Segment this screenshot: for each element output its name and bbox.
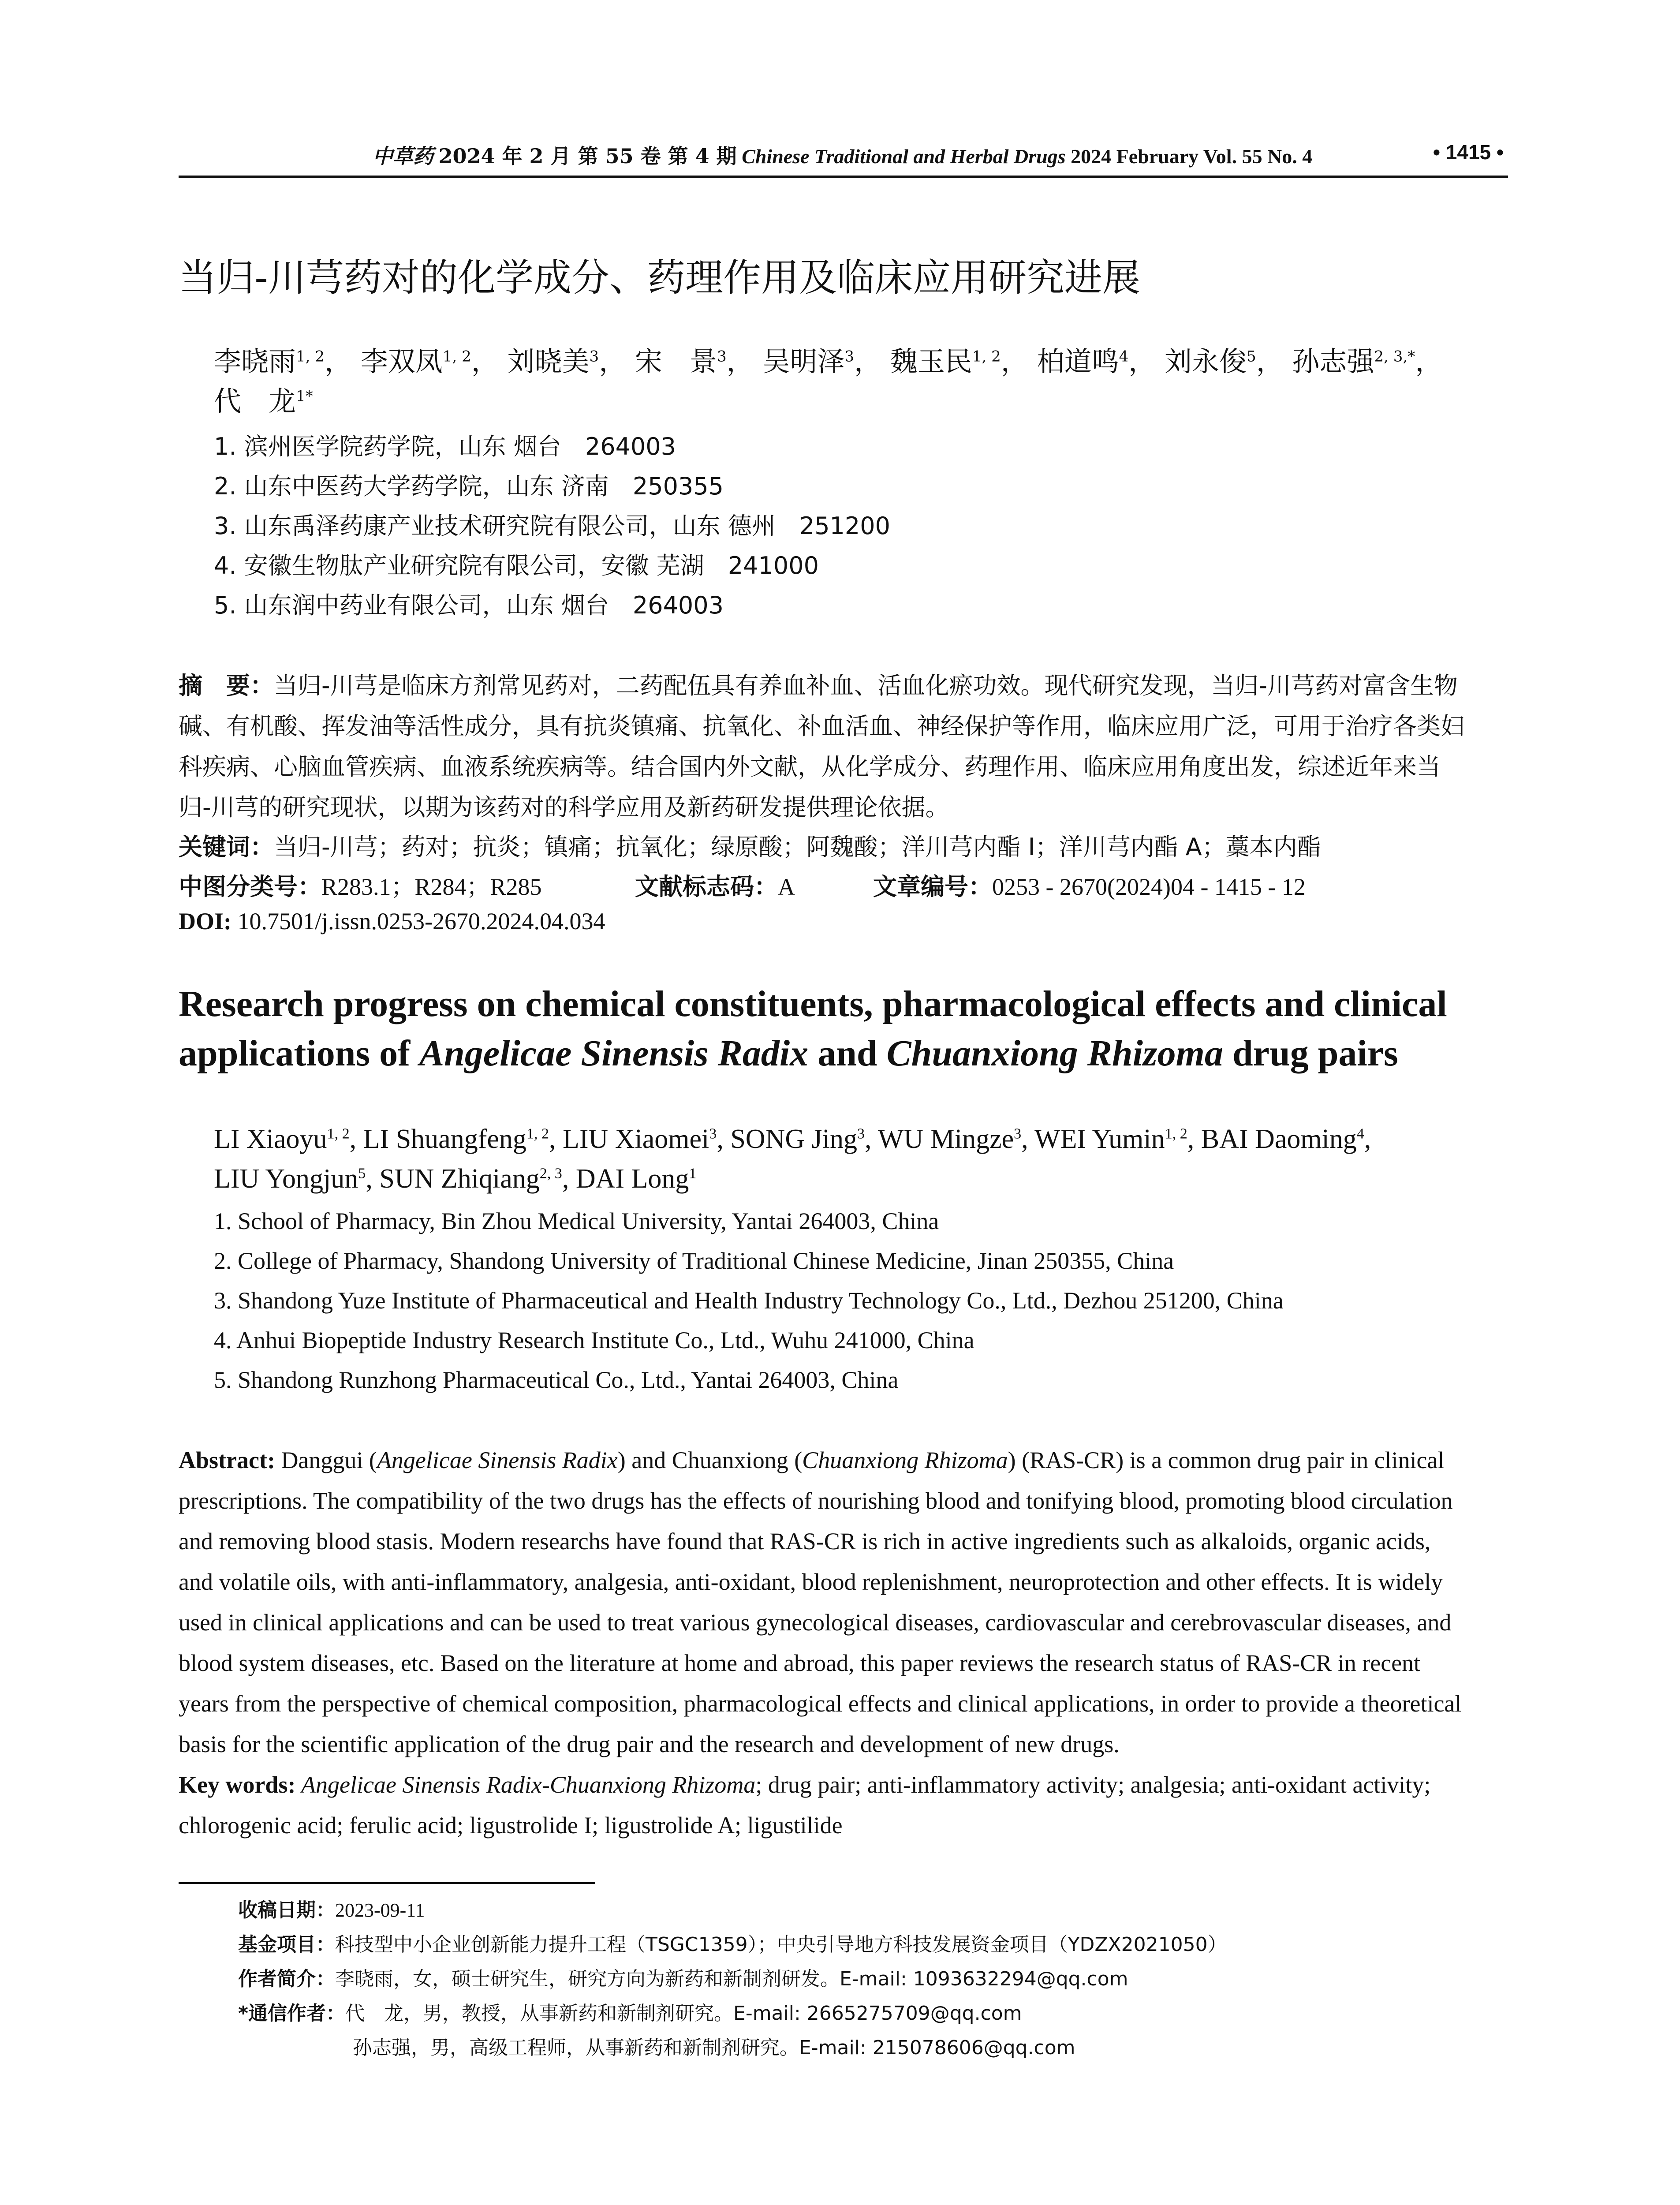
- author-affil: 1, 2: [442, 348, 471, 366]
- article-number-value: 0253 - 2670(2024)04 - 1415 - 12: [992, 874, 1306, 900]
- header-journal-en: Chinese Traditional and Herbal Drugs: [742, 145, 1066, 168]
- article-number-label: 文章编号：: [873, 873, 992, 901]
- affiliation-cn: 1. 滨州医学院药学院，山东 烟台 264003: [214, 433, 676, 460]
- footnote-author-bio: [238, 1963, 1128, 1991]
- author-affil: 5: [358, 1165, 366, 1182]
- author-cn: 宋 景: [635, 345, 717, 377]
- page-number: • 1415 •: [1433, 141, 1504, 164]
- keywords-cn-label: 关键词：: [179, 833, 274, 861]
- keywords-en-label: Key words:: [179, 1771, 296, 1798]
- author-en: WU Mingze: [877, 1124, 1014, 1154]
- author-en: SONG Jing: [730, 1124, 857, 1154]
- author-affil: 1, 2: [296, 348, 325, 366]
- author-affil: 4: [1356, 1125, 1364, 1142]
- author-en: SUN Zhiqiang: [379, 1164, 540, 1194]
- affiliation-cn: 2. 山东中医药大学药学院，山东 济南 250355: [214, 472, 724, 500]
- doi-line: [179, 908, 1508, 935]
- affiliation-en: 2. College of Pharmacy, Shandong University of Traditional Chinese Medicine, Jinan 250355, China: [214, 1248, 1174, 1274]
- abstract-en-line: prescriptions. The compatibility of the two drugs has the effects of nourishing blood and tonifying blood, promoting blood circulation: [179, 1487, 1453, 1514]
- title-en-line-2: [179, 1032, 1508, 1075]
- author-affil: 3: [717, 348, 727, 366]
- title-en-latin-name: Angelicae Sinensis Radix: [419, 1033, 809, 1074]
- title-cn: 当归-川芎药对的化学成分、药理作用及临床应用研究进展: [179, 256, 1141, 300]
- author-affil: 3: [589, 348, 599, 366]
- header-journal-info: [373, 140, 1312, 169]
- author-en: WEI Yumin: [1034, 1124, 1165, 1154]
- author-affil: 2, 3: [539, 1165, 562, 1182]
- author-affil: 1, 2: [972, 348, 1001, 366]
- article-number: [873, 868, 1306, 902]
- author-affil: 1, 2: [526, 1125, 549, 1142]
- author-cn: 代 龙: [214, 385, 296, 417]
- author-affil: 3: [857, 1125, 865, 1142]
- footnote-rule: [179, 1882, 595, 1884]
- author-en: LI Shuangfeng: [363, 1124, 526, 1154]
- author-affil: 3: [709, 1125, 717, 1142]
- abstract-en-latin: Chuanxiong Rhizoma: [802, 1447, 1008, 1473]
- footnote-text: 李晓雨，女，硕士研究生，研究方向为新药和新制剂研发。E-mail: 1093632294@qq.com: [335, 1968, 1128, 1990]
- abstract-en-label: Abstract:: [179, 1447, 275, 1473]
- header-rule: [179, 176, 1508, 178]
- affiliation-en: 4. Anhui Biopeptide Industry Research Institute Co., Ltd., Wuhu 241000, China: [214, 1327, 974, 1353]
- affiliation-cn: 3. 山东禹泽药康产业技术研究院有限公司，山东 德州 251200: [214, 512, 890, 540]
- running-header: [179, 140, 1508, 171]
- abstract-cn-line: 归-川芎的研究现状，以期为该药对的科学应用及新药研发提供理论依据。: [179, 793, 949, 821]
- authors-en-line-1: LI Xiaoyu$^{1, 2}$, LI Shuangfeng$^{1, 2}$, LIU Xiaomei$^3$, SONG Jing$^3$, WU Mingze$^3$, WEI Yumin$^{1, 2}$, BAI Daoming$^4$,: [214, 1124, 1371, 1154]
- footnote-label: 作者简介：: [238, 1968, 335, 1990]
- author-cn: 刘晓美: [507, 345, 590, 377]
- doc-code: [635, 868, 795, 902]
- author-en: LIU Xiaomei: [562, 1124, 709, 1154]
- footnote-text: 科技型中小企业创新能力提升工程（TSGC1359）；中央引导地方科技发展资金项目（YDZX2021050）: [335, 1933, 1227, 1956]
- author-cn: 李双凤: [360, 345, 443, 377]
- affiliation-en: 3. Shandong Yuze Institute of Pharmaceutical and Health Industry Technology Co., Ltd., Dezhou 251200, China: [214, 1287, 1284, 1314]
- author-affil: 4: [1119, 348, 1129, 366]
- abstract-en-line: basis for the scientific application of the drug pair and the research and development of new drugs.: [179, 1731, 1120, 1757]
- doi-label: DOI:: [179, 908, 231, 934]
- title-en-text: drug pairs: [1223, 1033, 1398, 1074]
- affiliation-cn: 4. 安徽生物肽产业研究院有限公司，安徽 芜湖 241000: [214, 552, 819, 579]
- footnote-label: 收稿日期：: [238, 1899, 335, 1921]
- footnote-label: *通信作者：: [238, 2002, 346, 2025]
- author-cn: 刘永俊: [1164, 345, 1247, 377]
- abstract-cn-line: [179, 667, 1508, 701]
- author-cn: 柏道鸣: [1037, 345, 1119, 377]
- abstract-cn-line: 科疾病、心脑血管疾病、血液系统疾病等。结合国内外文献，从化学成分、药理作用、临床应用角度出发，综述近年来当: [179, 753, 1441, 781]
- abstract-en-line: blood system diseases, etc. Based on the literature at home and abroad, this paper reviews the research status of RAS-CR in recent: [179, 1650, 1421, 1676]
- author-affil: 5: [1247, 348, 1256, 366]
- clc-label: 中图分类号：: [179, 873, 321, 901]
- author-en: BAI Daoming: [1201, 1124, 1357, 1154]
- keywords-en-line-2: chlorogenic acid; ferulic acid; ligustrolide I; ligustrolide A; ligustilide: [179, 1812, 843, 1839]
- title-en-text: and: [808, 1033, 887, 1074]
- abstract-en-line: and volatile oils, with anti-inflammatory, analgesia, anti-oxidant, blood replenishment, neuroprotection and other effects. It is widely: [179, 1569, 1443, 1595]
- title-en-line-1: Research progress on chemical constituents, pharmacological effects and clinical: [179, 983, 1447, 1024]
- footnote-corresponding: [238, 1997, 1022, 2026]
- author-cn: 魏玉民: [890, 345, 972, 377]
- doc-code-label: 文献标志码：: [635, 873, 778, 901]
- doc-code-value: A: [778, 874, 795, 900]
- authors-en-line-2: LIU Yongjun$^5$, SUN Zhiqiang$^{2, 3}$, DAI Long$^1$: [214, 1164, 697, 1194]
- author-affil: 1, 2: [1165, 1125, 1187, 1142]
- abstract-en-latin: Angelicae Sinensis Radix: [377, 1447, 618, 1473]
- abstract-en-line: [179, 1446, 1508, 1474]
- footnote-text: 2023-09-11: [335, 1899, 425, 1921]
- author-en: DAI Long: [575, 1164, 689, 1194]
- keywords-en-text: ; drug pair; anti-inflammatory activity; analgesia; anti-oxidant activity;: [755, 1771, 1431, 1798]
- footnote-fund: [238, 1928, 1227, 1957]
- abstract-en-line: and removing blood stasis. Modern researchs have found that RAS-CR is rich in active ingredients such as alkaloids, organic acids,: [179, 1528, 1431, 1555]
- footnote-received: [238, 1894, 425, 1922]
- author-en: LI Xiaoyu: [214, 1124, 327, 1154]
- abstract-en-line: years from the perspective of chemical composition, pharmacological effects and clinical applications, in order to provide a theoretical: [179, 1690, 1462, 1717]
- abstract-cn-text: 当归-川芎是临床方剂常见药对，二药配伍具有养血补血、活血化瘀功效。现代研究发现，当归-川芎药对富含生物: [274, 672, 1458, 699]
- author-en: LIU Yongjun: [214, 1164, 358, 1194]
- author-affil: 3: [844, 348, 855, 366]
- abstract-en-text: ) and Chuanxiong (: [617, 1447, 803, 1473]
- footnote-corresponding-2: 孙志强，男，高级工程师，从事新药和新制剂研究。E-mail: 215078606@qq.com: [353, 2037, 1075, 2059]
- header-date-en: 2024 February Vol. 55 No. 4: [1071, 145, 1313, 168]
- abstract-cn-line: 碱、有机酸、挥发油等活性成分，具有抗炎镇痛、抗氧化、补血活血、神经保护等作用，临床应用广泛，可用于治疗各类妇: [179, 712, 1464, 740]
- keywords-cn-text: 当归-川芎；药对；抗炎；镇痛；抗氧化；绿原酸；阿魏酸；洋川芎内酯 I；洋川芎内酯 A；藁本内酯: [274, 833, 1321, 861]
- title-en-text: applications of: [179, 1033, 420, 1074]
- author-affil: 2, 3,*: [1374, 348, 1415, 366]
- abstract-en-text: ) (RAS-CR) is a common drug pair in clinical: [1008, 1447, 1445, 1473]
- footnote-label: 基金项目：: [238, 1933, 335, 1956]
- affiliation-cn: 5. 山东润中药业有限公司，山东 烟台 264003: [214, 591, 724, 619]
- keywords-en-line-1: [179, 1771, 1508, 1798]
- classification-line: [179, 868, 1508, 902]
- author-affil: 1, 2: [327, 1125, 350, 1142]
- clc-value: R283.1；R284；R285: [321, 874, 542, 900]
- abstract-en-text: Danggui (: [275, 1447, 377, 1473]
- abstract-cn-label: 摘 要：: [179, 672, 274, 699]
- affiliation-en: 1. School of Pharmacy, Bin Zhou Medical University, Yantai 264003, China: [214, 1208, 939, 1234]
- affiliation-en: 5. Shandong Runzhong Pharmaceutical Co., Ltd., Yantai 264003, China: [214, 1367, 899, 1393]
- header-date-cn: 2024 年 2 月 第 55 卷 第 4 期: [438, 144, 737, 168]
- abstract-en-line: used in clinical applications and can be used to treat various gynecological diseases, cardiovascular and cerebrovascular diseases, and: [179, 1609, 1452, 1636]
- authors-cn-line-1: 李晓雨$^{1, 2}$， 李双凤$^{1, 2}$， 刘晓美$^3$， 宋 景$^3$， 吴明泽$^3$， 魏玉民$^{1, 2}$， 柏道鸣$^4$， 刘永俊$^5$， 孙志强$^{2, 3,*}$，: [214, 345, 1443, 377]
- footnote-text: 代 龙，男，教授，从事新药和新制剂研究。E-mail: 2665275709@qq.com: [345, 2002, 1022, 2025]
- author-cn: 吴明泽: [762, 345, 845, 377]
- header-journal-cn: 中草药: [373, 144, 433, 168]
- keywords-en-latin: Angelicae Sinensis Radix-Chuanxiong Rhizoma: [295, 1771, 756, 1798]
- author-affil: 1*: [296, 387, 313, 405]
- keywords-cn: [179, 828, 1508, 862]
- author-affil: 3: [1014, 1125, 1022, 1142]
- title-en-latin-name: Chuanxiong Rhizoma: [886, 1033, 1223, 1074]
- author-cn: 李晓雨: [214, 345, 296, 377]
- author-affil: 1: [689, 1165, 697, 1182]
- doi-value: 10.7501/j.issn.0253-2670.2024.04.034: [237, 908, 605, 934]
- author-cn: 孙志强: [1292, 345, 1374, 377]
- authors-cn-line-2: [214, 379, 313, 419]
